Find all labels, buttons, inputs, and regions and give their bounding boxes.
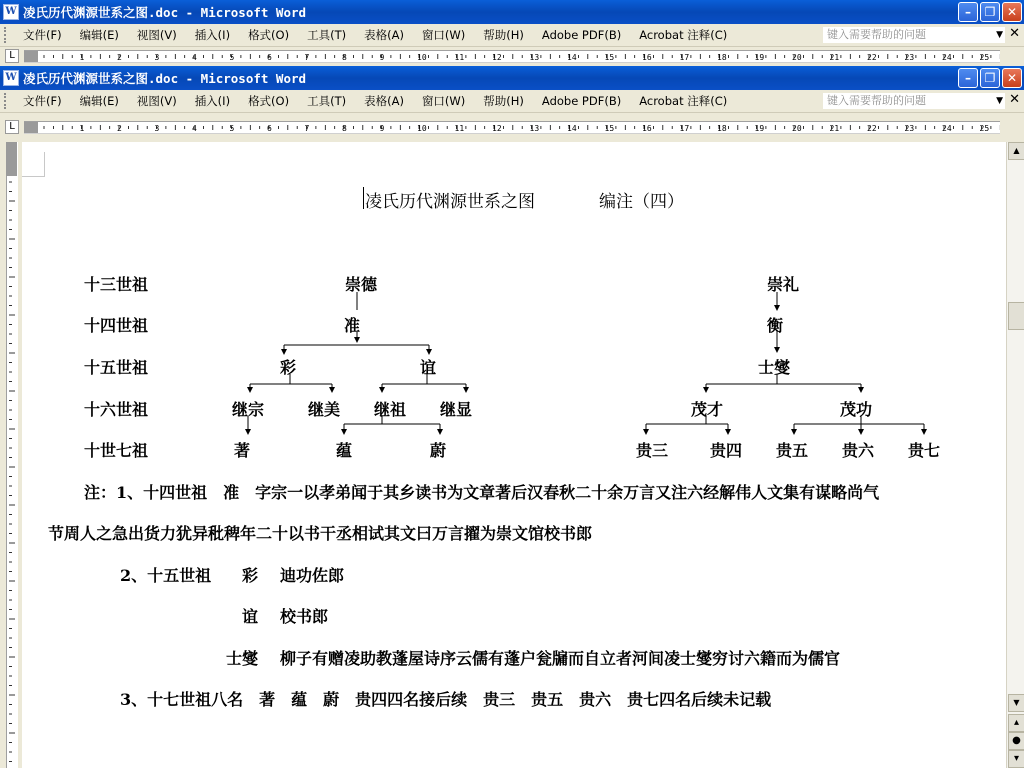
word-app-icon: W — [3, 70, 19, 86]
note-2-name: 彩 — [242, 566, 259, 585]
menu-insert[interactable]: 插入(I) — [194, 94, 231, 108]
svg-text:25: 25 — [979, 124, 990, 133]
note-2b-text: 校书郎 — [280, 607, 329, 626]
svg-text:22: 22 — [867, 124, 877, 133]
dropdown-arrow-icon[interactable]: ▼ — [996, 96, 1003, 106]
svg-text:14: 14 — [567, 124, 577, 133]
close-icon[interactable]: ✕ — [1002, 68, 1022, 88]
tree-node: 贵六 — [842, 441, 875, 460]
note-3: 3、十七世祖八名 著 蕴 蔚 贵四四名接后续 贵三 贵五 贵六 贵七四名后续未记载 — [120, 690, 772, 709]
minimize-icon[interactable]: – — [958, 68, 978, 88]
note-1-line-2: 节周人之急出货力犹异秕稗年二十以书干丞相试其文曰万言擢为崇文馆校书郎 — [48, 524, 593, 543]
menu-adobe-pdf[interactable]: Adobe PDF(B) — [541, 94, 622, 108]
menu-table[interactable]: 表格(A) — [364, 28, 404, 42]
menu-acrobat-comment[interactable]: Acrobat 注释(C) — [639, 94, 728, 108]
note-2c-text: 柳子有赠凌助教蓬屋诗序云儒有蓬户瓮牖而自立者河间凌士燮穷讨六籍而为儒官 — [280, 649, 841, 668]
back-window-titlebar[interactable] — [0, 0, 1024, 24]
svg-text:9: 9 — [379, 124, 385, 133]
generation-label: 十三世祖 — [84, 275, 149, 294]
svg-text:3: 3 — [154, 53, 160, 62]
minimize-icon[interactable]: – — [958, 2, 978, 22]
svg-text:24: 24 — [942, 124, 952, 133]
menu-format[interactable]: 格式(O) — [248, 94, 290, 108]
toolbar-grip[interactable] — [4, 93, 10, 109]
front-window-titlebar[interactable] — [0, 66, 1024, 90]
text-cursor — [363, 187, 364, 209]
tree-node: 继美 — [308, 400, 341, 419]
doc-close-icon[interactable]: ✕ — [1009, 92, 1020, 107]
svg-text:17: 17 — [679, 53, 690, 62]
svg-text:18: 18 — [717, 124, 727, 133]
svg-text:12: 12 — [492, 124, 502, 133]
svg-text:2: 2 — [117, 53, 122, 62]
scroll-up-icon[interactable]: ▲ — [1008, 142, 1024, 160]
svg-text:11: 11 — [454, 124, 465, 133]
svg-text:6: 6 — [267, 53, 272, 62]
menu-format[interactable]: 格式(O) — [248, 28, 290, 42]
note-2-label: 2、十五世祖 — [120, 566, 212, 585]
tree-node: 著 — [234, 441, 251, 460]
next-page-icon[interactable]: ▾ — [1008, 750, 1024, 768]
scroll-thumb[interactable] — [1008, 302, 1024, 330]
previous-page-icon[interactable]: ▴ — [1008, 714, 1024, 732]
svg-text:16: 16 — [642, 124, 652, 133]
svg-text:15: 15 — [604, 124, 615, 133]
svg-text:1: 1 — [79, 53, 85, 62]
tree-node: 士燮 — [758, 358, 791, 377]
tree-node: 继显 — [440, 400, 473, 419]
generation-label: 十五世祖 — [84, 358, 149, 377]
svg-text:20: 20 — [792, 124, 802, 133]
generation-label: 十四世祖 — [84, 316, 149, 335]
svg-text:19: 19 — [754, 124, 765, 133]
svg-text:13: 13 — [529, 124, 540, 133]
svg-text:4: 4 — [192, 53, 197, 62]
svg-text:1: 1 — [79, 124, 85, 133]
note-2-text: 迪功佐郎 — [280, 566, 345, 585]
menu-view[interactable]: 视图(V) — [136, 94, 177, 108]
menu-view[interactable]: 视图(V) — [136, 28, 177, 42]
help-search-input[interactable]: 键入需要帮助的问题 ▼ — [822, 92, 1006, 110]
tree-node: 谊 — [420, 358, 437, 377]
svg-text:18: 18 — [717, 53, 727, 62]
tree-node: 茂功 — [840, 400, 873, 419]
svg-text:21: 21 — [829, 124, 840, 133]
tree-node: 崇礼 — [767, 275, 800, 294]
menu-help[interactable]: 帮助(H) — [483, 28, 524, 42]
tree-node: 贵三 — [636, 441, 669, 460]
generation-label: 十六世祖 — [84, 400, 149, 419]
dropdown-arrow-icon[interactable]: ▼ — [996, 30, 1003, 40]
back-menubar — [0, 24, 1024, 47]
svg-text:7: 7 — [304, 53, 310, 62]
menu-help[interactable]: 帮助(H) — [483, 94, 524, 108]
menu-tools[interactable]: 工具(T) — [307, 94, 347, 108]
menu-acrobat-comment[interactable]: Acrobat 注释(C) — [639, 28, 728, 42]
front-menubar — [0, 90, 1024, 113]
tree-node: 蔚 — [430, 441, 447, 460]
svg-text:13: 13 — [529, 53, 540, 62]
svg-text:8: 8 — [342, 124, 347, 133]
svg-text:24: 24 — [942, 53, 952, 62]
tree-node: 贵五 — [776, 441, 809, 460]
tree-node: 茂才 — [691, 400, 724, 419]
help-search-input[interactable]: 键入需要帮助的问题 ▼ — [822, 26, 1006, 44]
svg-text:25: 25 — [979, 53, 990, 62]
vertical-ruler[interactable] — [0, 142, 22, 768]
tree-node: 继祖 — [374, 400, 407, 419]
tree-node: 继宗 — [232, 400, 265, 419]
tab-selector-icon[interactable]: L — [5, 120, 19, 134]
front-window-title: 凌氏历代渊源世系之图.doc - Microsoft Word — [23, 71, 307, 86]
menu-table[interactable]: 表格(A) — [364, 94, 404, 108]
browse-object-icon[interactable]: ● — [1008, 732, 1024, 750]
svg-text:22: 22 — [867, 53, 877, 62]
svg-text:19: 19 — [754, 53, 765, 62]
svg-text:5: 5 — [229, 53, 235, 62]
menu-edit[interactable]: 编辑(E) — [79, 28, 119, 42]
svg-text:7: 7 — [304, 124, 310, 133]
vertical-ruler-ticks — [0, 142, 22, 768]
svg-text:10: 10 — [417, 124, 427, 133]
menu-file[interactable]: 文件(F) — [23, 94, 62, 108]
svg-text:23: 23 — [904, 53, 915, 62]
tree-node: 崇德 — [345, 275, 378, 294]
tab-selector-icon[interactable]: L — [5, 49, 19, 63]
svg-text:16: 16 — [642, 53, 652, 62]
svg-text:2: 2 — [117, 124, 122, 133]
svg-text:15: 15 — [604, 53, 615, 62]
doc-close-icon[interactable]: ✕ — [1009, 26, 1020, 41]
svg-text:9: 9 — [379, 53, 385, 62]
note-2c-name: 士燮 — [226, 649, 259, 668]
svg-text:12: 12 — [492, 53, 502, 62]
toolbar-grip[interactable] — [4, 27, 10, 43]
vertical-scrollbar[interactable] — [1006, 142, 1024, 768]
note-2b-name: 谊 — [242, 607, 259, 626]
close-icon[interactable]: ✕ — [1002, 2, 1022, 22]
svg-text:10: 10 — [417, 53, 427, 62]
svg-text:4: 4 — [192, 124, 197, 133]
svg-text:3: 3 — [154, 124, 160, 133]
note-1-line-1: 注：1、十四世祖 准 字宗一以孝弟闻于其乡读书为文章著后汉春秋二十余万言又注六经解伟人文集有谋略尚气 — [84, 483, 880, 502]
restore-icon[interactable]: ❐ — [980, 68, 1000, 88]
document-title: 凌氏历代渊源世系之图 — [365, 192, 535, 212]
svg-text:6: 6 — [267, 124, 272, 133]
ruler-ticks — [24, 51, 1000, 62]
menu-adobe-pdf[interactable]: Adobe PDF(B) — [541, 28, 622, 42]
scroll-down-icon[interactable]: ▼ — [1008, 694, 1024, 712]
menu-insert[interactable]: 插入(I) — [194, 28, 231, 42]
word-app-icon: W — [3, 4, 19, 20]
tree-node: 准 — [344, 316, 361, 335]
menu-window[interactable]: 窗口(W) — [421, 94, 466, 108]
tree-node: 衡 — [767, 316, 784, 335]
back-horizontal-ruler[interactable] — [0, 47, 1004, 65]
restore-icon[interactable]: ❐ — [980, 2, 1000, 22]
front-horizontal-ruler[interactable] — [0, 118, 1004, 136]
svg-text:21: 21 — [829, 53, 840, 62]
svg-text:11: 11 — [454, 53, 465, 62]
svg-text:14: 14 — [567, 53, 577, 62]
menu-window[interactable]: 窗口(W) — [421, 28, 466, 42]
svg-text:17: 17 — [679, 124, 690, 133]
back-window-title: 凌氏历代渊源世系之图.doc - Microsoft Word — [23, 5, 307, 20]
svg-text:8: 8 — [342, 53, 347, 62]
svg-text:23: 23 — [904, 124, 915, 133]
menu-tools[interactable]: 工具(T) — [307, 28, 347, 42]
tree-node: 贵四 — [710, 441, 743, 460]
generation-label: 十世七祖 — [84, 441, 149, 460]
document-title-note: 编注（四） — [599, 192, 684, 212]
menu-file[interactable]: 文件(F) — [23, 28, 62, 42]
document-page[interactable] — [22, 142, 1006, 768]
ruler-ticks — [24, 122, 1000, 133]
tree-node: 贵七 — [908, 441, 941, 460]
svg-text:20: 20 — [792, 53, 802, 62]
menu-edit[interactable]: 编辑(E) — [79, 94, 119, 108]
svg-text:5: 5 — [229, 124, 235, 133]
tree-node: 蕴 — [336, 441, 353, 460]
tree-node: 彩 — [280, 358, 297, 377]
